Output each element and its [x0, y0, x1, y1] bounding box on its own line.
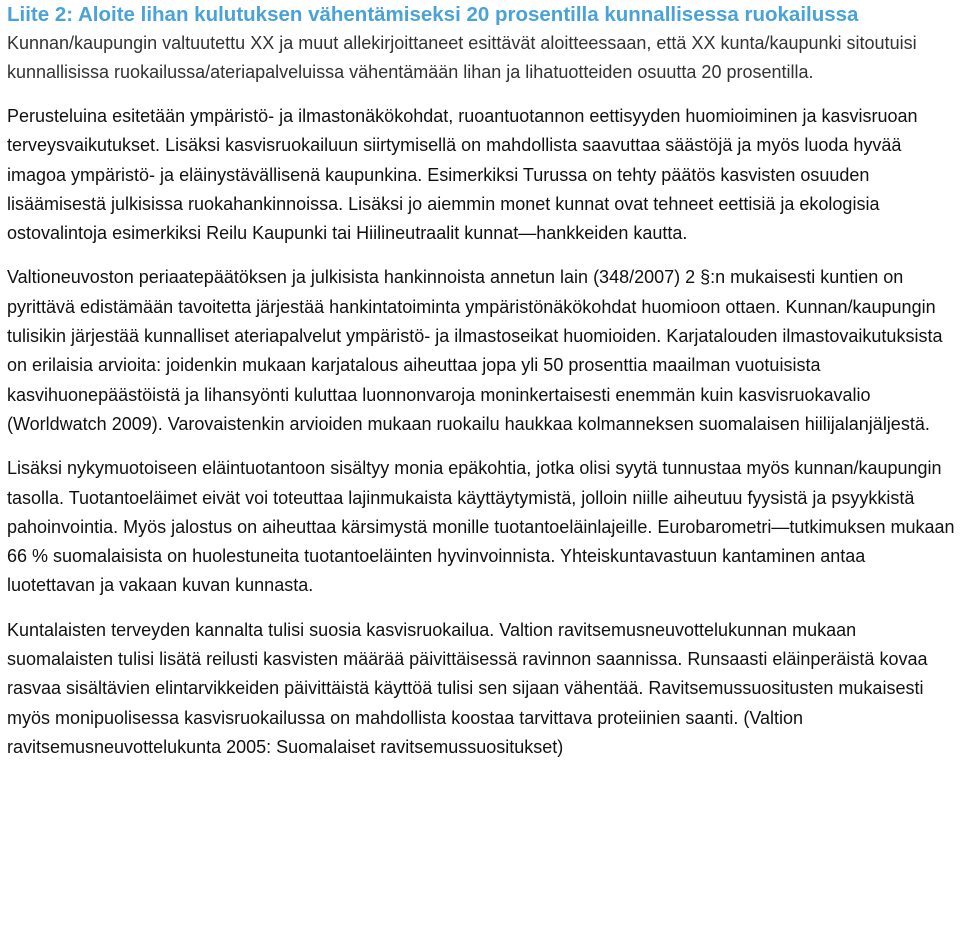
paragraph-health: Kuntalaisten terveyden kannalta tulisi suosia kasvisruokailua. Valtion ravitsemusneuvottelukunnan mukaan suomalaisten tulisi lisätä reilusti kasvisten määrää päivittäisessä ravinnon saannissa. Runsaasti eläinperäistä kovaa rasvaa sisältävien elintarvikkeiden päivittäistä käyttöä tulisi sen sijaan vähentää. Ravitsemussuositusten mukaisesti myös monipuolisessa kasvisruokailussa on mahdollista koostaa tarvittava proteiinien saanti. (Valtion ravitsemusneuvottelukunta 2005: Suomalaiset ravitsemussuositukset) [7, 619, 928, 757]
document-heading: Liite 2: Aloite lihan kulutuksen vähentämiseksi 20 prosentilla kunnallisessa ruokailussa [7, 3, 859, 26]
paragraph-legislation: Valtioneuvoston periaatepäätöksen ja julkisista hankinnoista annetun lain (348/2007) 2 §:n mukaisesti kuntien on pyrittävä edistämään tavoitetta järjestää hankintatoiminta ympäristönäkökohdat huomioon ottaen. Kunnan/kaupungin tulisikin järjestää kunnalliset ateriapalvelut ympäristö- ja ilmastoseikat huomioiden. Karjatalouden ilmastovaikutuksista on erilaisia arvioita: joidenkin mukaan karjatalous aiheuttaa jopa yli 50 prosenttia maailman vuotuisista kasvihuonepäästöistä ja lihansyönti kuluttaa luonnonvaroja moninkertaisesti enemmän kuin kasvisruokavalio (Worldwatch 2009). Varovaistenkin arvioiden mukaan ruokailu haukkaa kolmanneksen suomalaisen hiilijalanjäljestä. [7, 267, 943, 434]
document-page [7, 0, 957, 777]
paragraph-rationale: Perusteluina esitetään ympäristö- ja ilmastonäkökohdat, ruoantuotannon eettisyyden huomioiminen ja kasvisruoan terveysvaikutukset. Lisäksi kasvisruokailuun siirtymisellä on mahdollista saavuttaa säästöjä ja myös luoda hyvää imagoa ympäristö- ja eläinystävällisenä kaupunkina. Esimerkiksi Turussa on tehty päätös kasvisten osuuden lisäämisestä julkisissa ruokahankinnoissa. Lisäksi jo aiemmin monet kunnat ovat tehneet eettisiä ja ekologisia ostovalintoja esimerkiksi Reilu Kaupunki tai Hiilineutraalit kunnat—hankkeiden kautta. [7, 106, 918, 244]
intro-paragraph: Kunnan/kaupungin valtuutettu XX ja muut allekirjoittaneet esittävät aloitteessaan, että XX kunta/kaupunki sitoutuisi kunnallisissa ruokailussa/ateriapalveluissa vähentämään lihan ja lihatuotteiden osuutta 20 prosentilla. [7, 33, 917, 82]
paragraph-animal-welfare: Lisäksi nykymuotoiseen eläintuotantoon sisältyy monia epäkohtia, jotka olisi syytä tunnustaa myös kunnan/kaupungin tasolla. Tuotantoeläimet eivät voi toteuttaa lajinmukaista käyttäytymistä, jolloin niille aiheutuu fyysistä ja psyykkistä pahoinvointia. Myös jalostus on aiheuttaa kärsimystä monille tuotantoeläinlajeille. Eurobarometri—tutkimuksen mukaan 66 % suomalaisista on huolestuneita tuotantoeläinten hyvinvoinnista. Yhteiskuntavastuun kantaminen antaa luotettavan ja vakaan kuvan kunnasta. [7, 458, 955, 596]
